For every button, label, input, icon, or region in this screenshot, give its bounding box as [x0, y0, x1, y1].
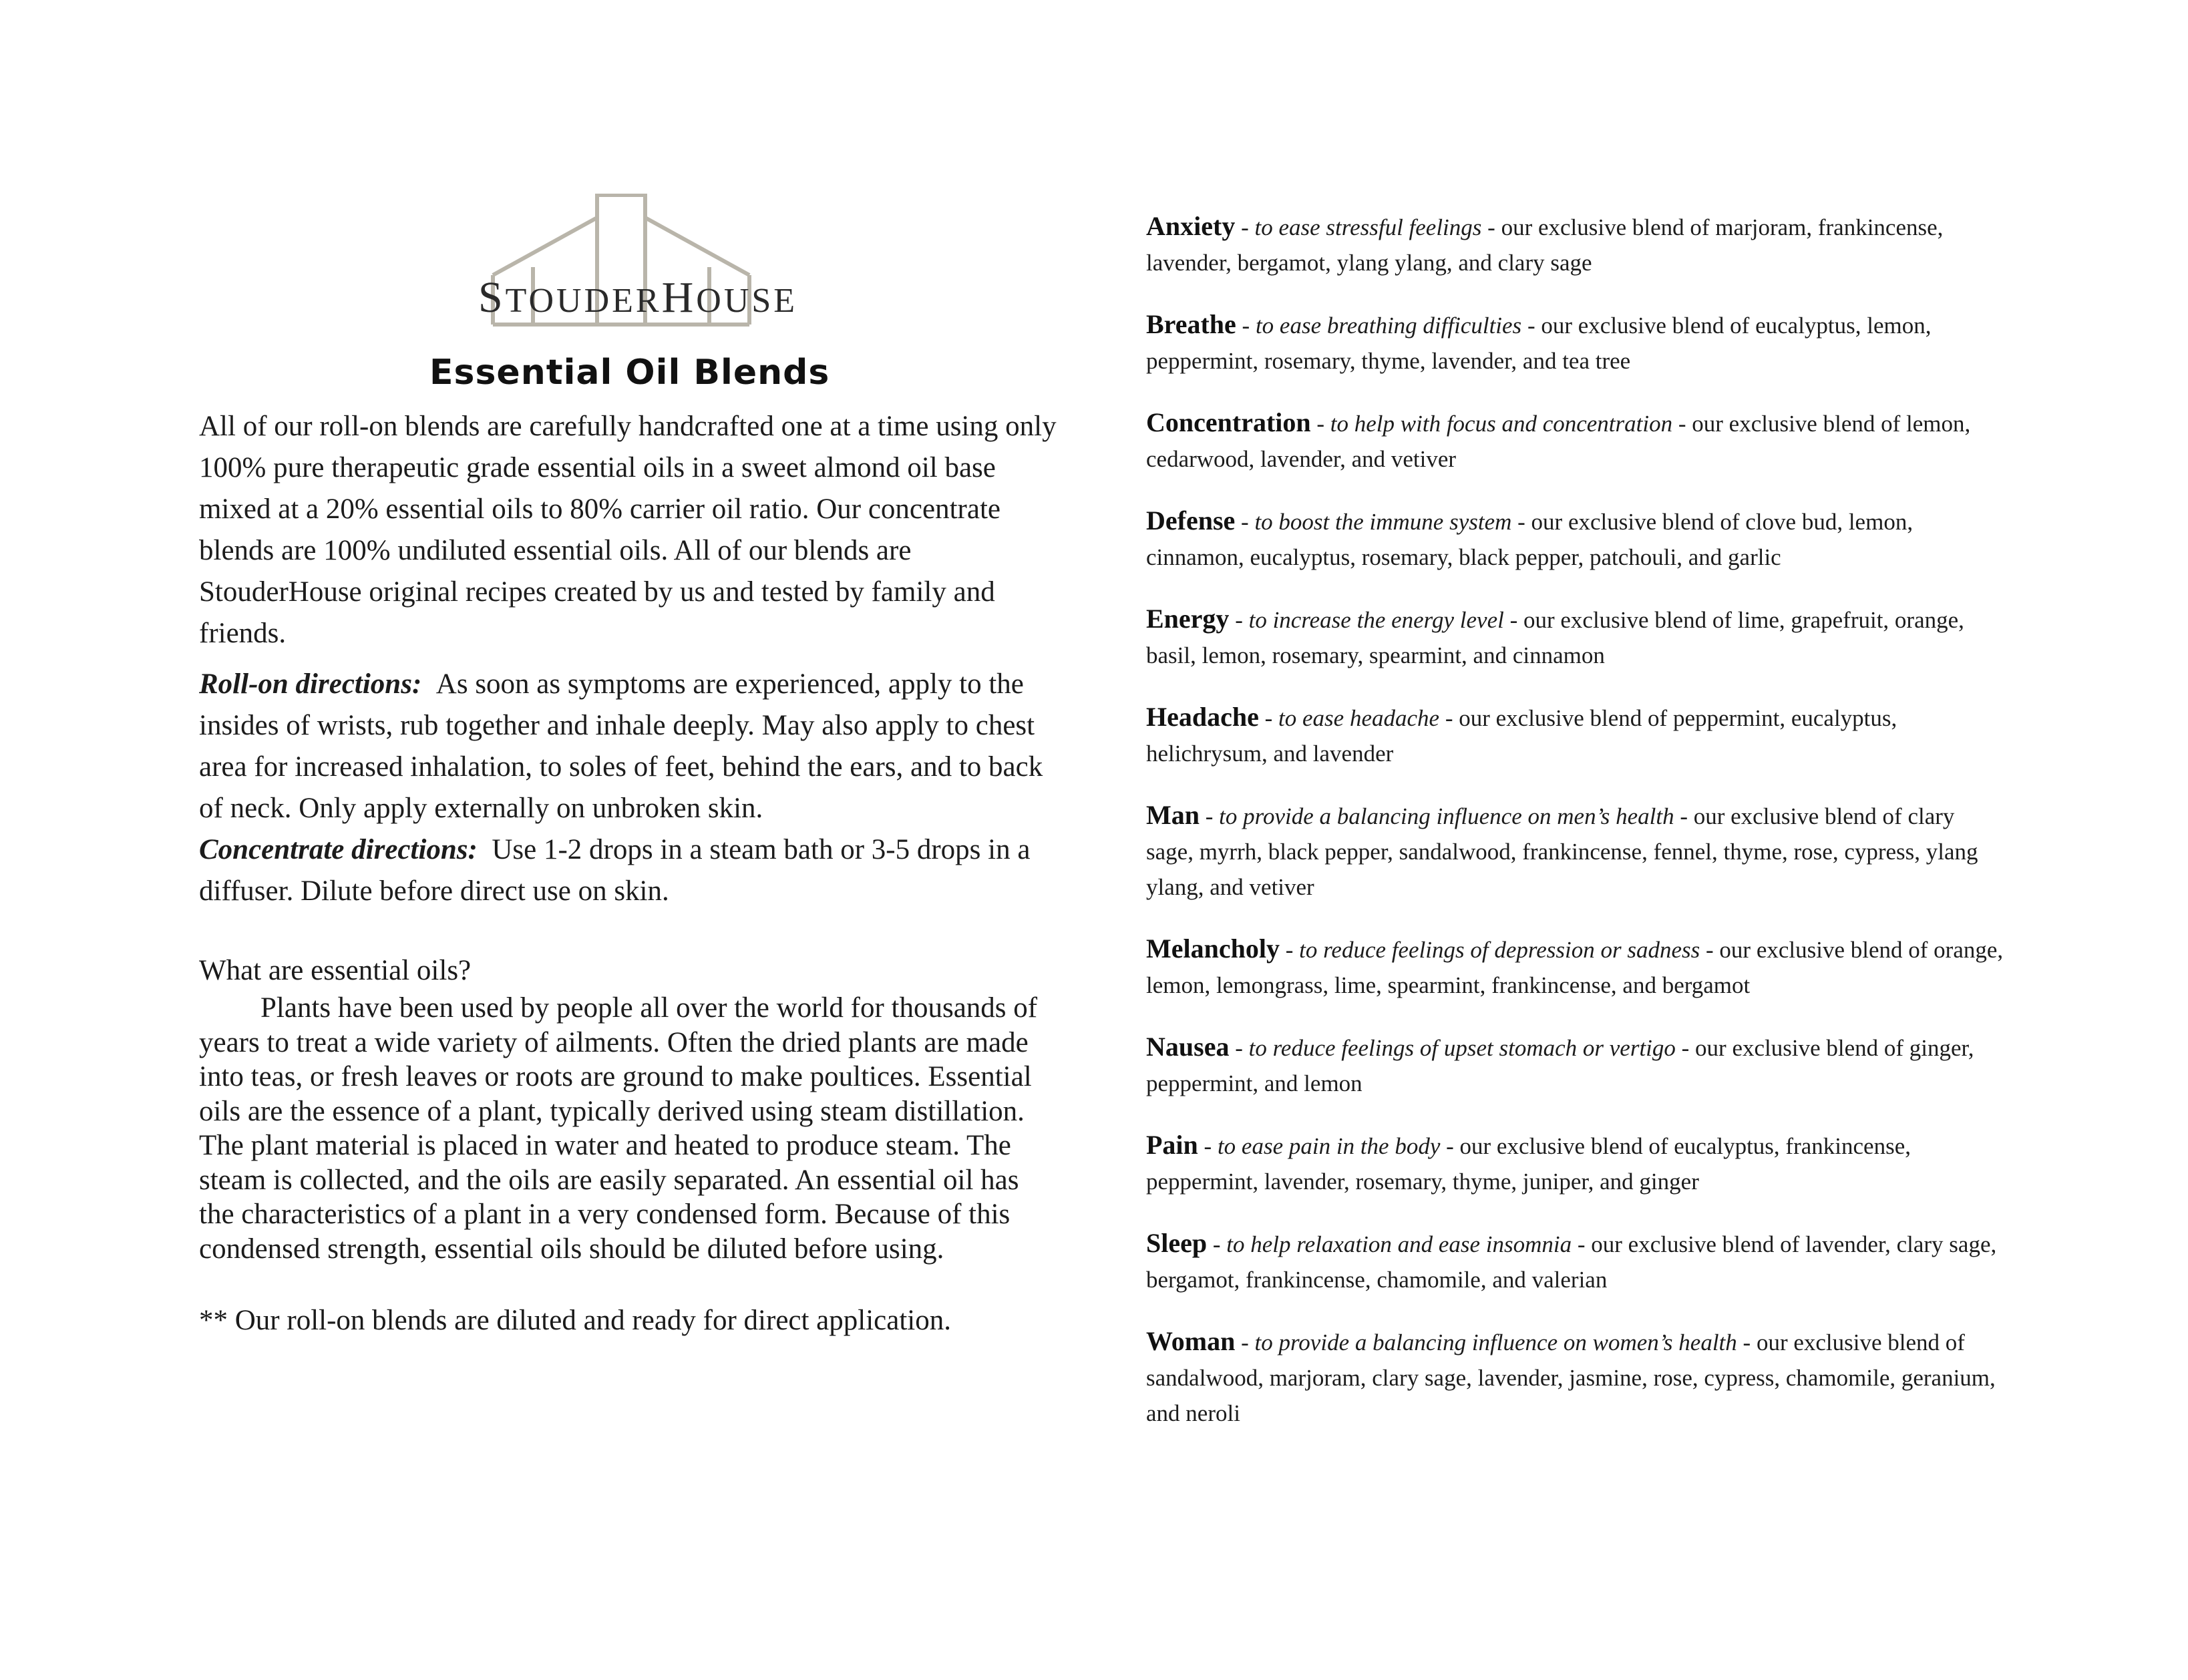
blend-desc: our exclusive blend of lemon, cedarwood, lavender, and vetiver	[1146, 411, 1971, 472]
blend-item: Breathe - to ease breathing difficulties - our exclusive blend of eucalyptus, lemon, peppermint, rosemary, thyme, lavender, and tea tree	[1146, 309, 1932, 374]
blend-item: Energy - to increase the energy level - our exclusive blend of lime, grapefruit, orange, basil, lemon, rosemary, spearmint, and cinnamon	[1146, 604, 1964, 668]
blend-purpose: to help with focus and concentration	[1330, 411, 1673, 437]
rollon-directions	[199, 664, 1061, 829]
logo-word-2: HOUSE	[661, 273, 798, 322]
blend-desc: our exclusive blend of eucalyptus, lemon, peppermint, rosemary, thyme, lavender, and tea tree	[1146, 312, 1932, 374]
essay-paragraph: Plants have been used by people all over the world for thousands of years to treat a wide variety of ailments. Often the dried plants are made into teas, or fresh leaves or roots are ground to make poultices. Essential oils are the essence of a plant, typically derived using steam distillation. The plant material is placed in water and heated to produce steam. The steam is collected, and the oils are easily separated. An essential oil has the characteristics of a plant in a very condensed form. Because of this condensed strength, essential oils should be diluted before using.	[199, 992, 1038, 1265]
blend-name: Sleep	[1146, 1228, 1208, 1258]
blend-name: Anxiety	[1146, 211, 1236, 241]
blend-item: Headache - to ease headache - our exclusive blend of peppermint, eucalyptus, helichrysum, and lavender	[1146, 702, 1897, 767]
logo-wordmark	[441, 272, 835, 323]
rollon-text: As soon as symptoms are experienced, apply to the insides of wrists, rub together and inhale deeply. May also apply to chest area for increased inhalation, to soles of feet, behind the ears, and to back of neck. Only apply externally on unbroken skin.	[199, 668, 1043, 824]
concentrate-text: Use 1-2 drops in a steam bath or 3-5 drops in a diffuser. Dilute before direct use on skin.	[199, 834, 1031, 907]
blend-item: Pain - to ease pain in the body - our exclusive blend of eucalyptus, frankincense, peppermint, lavender, rosemary, thyme, juniper, and ginger	[1146, 1130, 1911, 1195]
blend-item: Concentration - to help with focus and concentration - our exclusive blend of lemon, cedarwood, lavender, and vetiver	[1146, 407, 1971, 472]
blend-desc: our exclusive blend of clove bud, lemon, cinnamon, eucalyptus, rosemary, black pepper, patchouli, and garlic	[1146, 509, 1913, 570]
blend-purpose: to reduce feelings of upset stomach or vertigo	[1248, 1035, 1676, 1061]
blend-purpose: to ease breathing difficulties	[1255, 312, 1522, 339]
logo-word-1: STOUDER	[478, 273, 662, 322]
blend-name: Headache	[1146, 702, 1259, 732]
blend-name: Nausea	[1146, 1032, 1230, 1062]
blend-name: Woman	[1146, 1326, 1236, 1356]
right-column	[1146, 208, 2008, 1457]
blend-name: Energy	[1146, 604, 1230, 634]
blend-item: Defense - to boost the immune system - our exclusive blend of clove bud, lemon, cinnamon, eucalyptus, rosemary, black pepper, patchouli, and garlic	[1146, 505, 1913, 570]
blend-item: Man - to provide a balancing influence on men’s health - our exclusive blend of clary sage, myrrh, black pepper, sandalwood, frankincense, fennel, thyme, rose, cypress, ylang ylang, and vetiver	[1146, 800, 1978, 900]
blend-purpose: to boost the immune system	[1254, 509, 1512, 535]
blend-desc: our exclusive blend of lime, grapefruit, orange, basil, lemon, rosemary, spearmint, and cinnamon	[1146, 607, 1964, 668]
blend-name: Defense	[1146, 505, 1236, 536]
concentrate-directions	[199, 829, 1061, 912]
blend-item: Melancholy - to reduce feelings of depression or sadness - our exclusive blend of orange, lemon, lemongrass, lime, spearmint, frankincense, and bergamot	[1146, 933, 2004, 998]
blend-purpose: to ease pain in the body	[1217, 1133, 1441, 1159]
blend-purpose: to help relaxation and ease insomnia	[1226, 1231, 1572, 1257]
page-title: Essential Oil Blends	[429, 353, 830, 393]
blend-purpose: to provide a balancing influence on men’s health	[1219, 803, 1674, 829]
blend-name: Melancholy	[1146, 933, 1280, 964]
blend-name: Breathe	[1146, 309, 1236, 339]
blend-purpose: to provide a balancing influence on women’s health	[1254, 1329, 1737, 1355]
dilution-note: ** Our roll-on blends are diluted and ready for direct application.	[199, 1305, 951, 1336]
intro-paragraph: All of our roll-on blends are carefully handcrafted one at a time using only 100% pure therapeutic grade essential oils in a sweet almond oil base mixed at a 20% essential oils to 80% carrier oil ratio. Our concentrate blends are 100% undiluted essential oils. All of our blends are StouderHouse original recipes created by us and tested by family and friends.	[199, 411, 1057, 649]
blend-desc: our exclusive blend of sandalwood, marjoram, clary sage, lavender, jasmine, rose, cypress, chamomile, geranium, and neroli	[1146, 1329, 1996, 1426]
blend-name: Concentration	[1146, 407, 1311, 437]
stouderhouse-logo	[199, 194, 1061, 334]
blend-desc: our exclusive blend of ginger, peppermint, and lemon	[1146, 1035, 1974, 1096]
left-column	[199, 194, 1061, 1341]
question-heading: What are essential oils?	[199, 955, 472, 986]
blend-desc: our exclusive blend of clary sage, myrrh, black pepper, sandalwood, frankincense, fennel, thyme, rose, cypress, ylang ylang, and vetiver	[1146, 803, 1978, 900]
blend-purpose: to ease headache	[1278, 705, 1440, 731]
blend-desc: our exclusive blend of peppermint, eucalyptus, helichrysum, and lavender	[1146, 705, 1897, 767]
blend-item: Woman - to provide a balancing influence on women’s health - our exclusive blend of sandalwood, marjoram, clary sage, lavender, jasmine, rose, cypress, chamomile, geranium, and neroli	[1146, 1326, 1996, 1426]
blend-item: Nausea - to reduce feelings of upset stomach or vertigo - our exclusive blend of ginger, peppermint, and lemon	[1146, 1032, 1974, 1096]
blend-desc: our exclusive blend of eucalyptus, frankincense, peppermint, lavender, rosemary, thyme, juniper, and ginger	[1146, 1133, 1911, 1195]
blend-item: Sleep - to help relaxation and ease insomnia - our exclusive blend of lavender, clary sage, bergamot, frankincense, chamomile, and valerian	[1146, 1228, 1997, 1293]
blend-name: Man	[1146, 800, 1200, 830]
blend-desc: our exclusive blend of lavender, clary sage, bergamot, frankincense, chamomile, and valerian	[1146, 1231, 1997, 1293]
blend-item: Anxiety - to ease stressful feelings - our exclusive blend of marjoram, frankincense, lavender, bergamot, ylang ylang, and clary sage	[1146, 211, 1944, 276]
blend-desc: our exclusive blend of orange, lemon, lemongrass, lime, spearmint, frankincense, and bergamot	[1146, 937, 2004, 998]
blend-purpose: to ease stressful feelings	[1254, 214, 1482, 240]
blend-desc: our exclusive blend of marjoram, frankincense, lavender, bergamot, ylang ylang, and clary sage	[1146, 214, 1944, 276]
concentrate-label: Concentrate directions:	[199, 834, 478, 865]
blend-purpose: to increase the energy level	[1248, 607, 1504, 633]
rollon-label: Roll-on directions:	[199, 668, 422, 700]
blend-purpose: to reduce feelings of depression or sadness	[1299, 937, 1700, 963]
blend-name: Pain	[1146, 1130, 1198, 1160]
